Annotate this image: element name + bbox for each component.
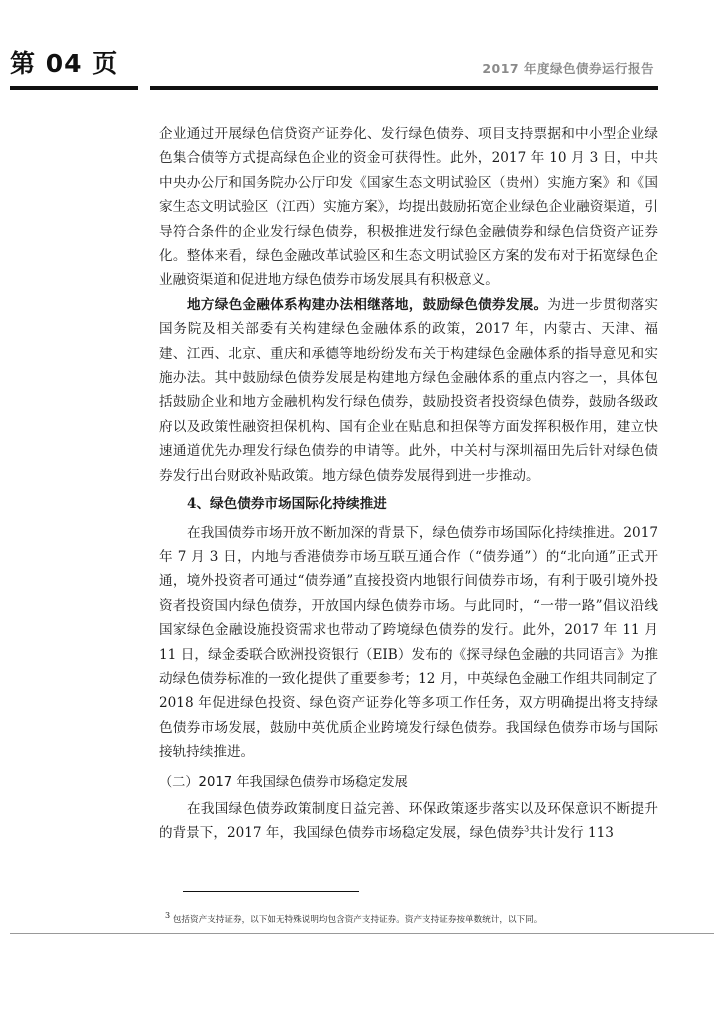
subsection-heading: 4、绿色债券市场国际化持续推进 (187, 496, 387, 513)
paragraph-2-lead: 地方绿色金融体系构建办法相继落地，鼓励绿色债券发展。 (187, 296, 548, 313)
paragraph-4 (159, 797, 658, 846)
paragraph-2-body: 为进一步贯彻落实国务院及相关部委有关构建绿色金融体系的政策，2017 年，内蒙古、天津、福建、江西、北京、重庆和承德等地纷纷发布关于构建绿色金融体系的指导意见和实施办法。其中鼓励绿色债券发展是构建地方绿色金融体系的重点内容之一，具体包括鼓励企业和地方金融机构发行绿色债券，鼓励投资者投资绿色债券，鼓励各级政府以及政策性融资担保机构、国有企业在贴息和担保等方面发挥积极作用，建立快速通道优先办理发行绿色债券的申请等。此外，中关村与深圳福田先后针对绿色债券发行出台财政补贴政策。地方绿色债券发展得到进一步推动。 (159, 296, 659, 484)
footnote-mark: 3 (165, 911, 171, 921)
footnote-ref: 3 (524, 824, 530, 834)
footnote-text: 包括资产支持证券，以下如无特殊说明均包含资产支持证券。资产支持证券按单数统计，以下同。 (172, 915, 543, 925)
section-heading: （二）2017 年我国绿色债券市场稳定发展 (159, 774, 408, 790)
paragraph-1: 企业通过开展绿色信贷资产证券化、发行绿色债券、项目支持票据和中小型企业绿色集合债等方式提高绿色企业的资金可获得性。此外，2017 年 10 月 3 日，中共中央办公厅和国务院办公厅印发《国家生态文明试验区（贵州）实施方案》和《国家生态文明试验区（江西）实施方案》，均提出鼓励拓宽企业绿色企业融资渠道，引导符合条件的企业发行绿色债券，积极推进发行绿色金融债券和绿色信贷资产证券化。整体来看，绿色金融改革试验区和生态文明试验区方案的发布对于拓宽绿色企业融资渠道和促进地方绿色债券市场发展具有积极意义。 (159, 126, 658, 289)
report-title: 2017 年度绿色债券运行报告 (482, 61, 654, 76)
header-rule-right (150, 86, 658, 90)
footnote-rule (183, 891, 359, 892)
paragraph-2 (159, 293, 658, 488)
bottom-rule (10, 933, 714, 934)
header-rule-left (10, 86, 138, 90)
paragraph-3: 在我国债券市场开放不断加深的背景下，绿色债券市场国际化持续推进。2017 年 7 月 3 日，内地与香港债券市场互联互通合作（“债券通”）的“北向通”正式开通，境外投资者可通过“债券通”直接投资内地银行间债券市场，有利于吸引境外投资者投资国内绿色债券，开放国内绿色债券市场。与此同时，“一带一路”倡议沿线国家绿色金融设施投资需求也带动了跨境绿色债券的发行。此外，2017 年 11 月 11 日，绿金委联合欧洲投资银行（EIB）发布的《探寻绿色金融的共同语言》为推动绿色债券标准的一致化提供了重要参考；12 月，中英绿色金融工作组共同制定了 2018 年促进绿色投资、绿色资产证券化等多项工作任务，双方明确提出将支持绿色债券市场发展，鼓励中英优质企业跨境发行绿色债券。我国绿色债券市场与国际接轨持续推进。 (159, 524, 658, 761)
paragraph-4-part-b: 共计发行 113 (529, 825, 614, 842)
page-number: 第 04 页 (10, 49, 119, 78)
footnote (165, 911, 655, 926)
paragraph-4-part-a: 在我国绿色债券政策制度日益完善、环保政策逐步落实以及环保意识不断提升的背景下，2017 年，我国绿色债券市场稳定发展，绿色债券 (159, 800, 658, 842)
main-content (159, 122, 658, 846)
